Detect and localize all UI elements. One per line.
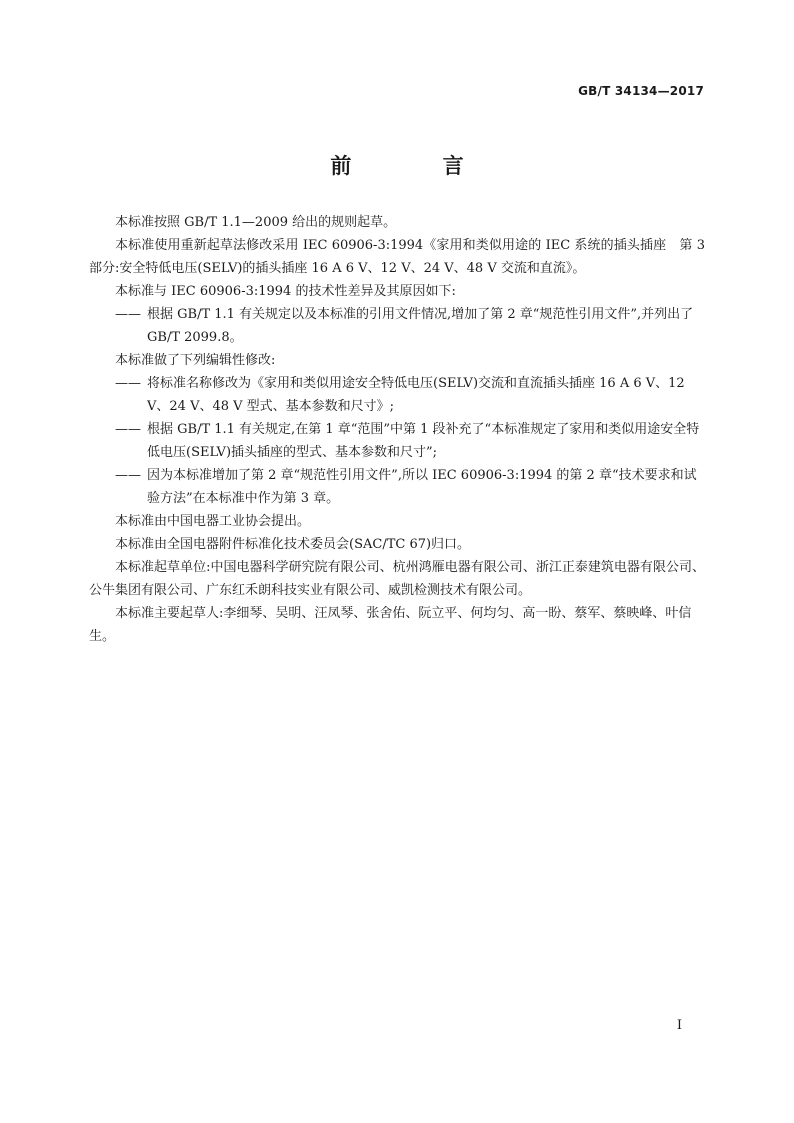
dash-mark: —— xyxy=(115,307,141,322)
document-body xyxy=(89,211,705,648)
paragraph-adoption: 本标准使用重新起草法修改采用 IEC 60906-3:1994《家用和类似用途的 IEC 系统的插头插座 第 3 部分:安全特低电压(SELV)的插头插座 16 A 6 V、12 V、24 V、48 V 交流和直流》。 xyxy=(89,238,705,276)
dash-mark: —— xyxy=(115,468,141,483)
list-item xyxy=(89,464,705,510)
list-item xyxy=(89,303,705,349)
page-title: 前 言 xyxy=(330,154,506,178)
standard-code: GB/T 34134—2017 xyxy=(578,84,704,98)
dash-mark: —— xyxy=(115,422,141,437)
page-number: I xyxy=(676,1018,682,1033)
dash-mark: —— xyxy=(115,376,141,391)
list-item-text: 根据 GB/T 1.1 有关规定以及本标准的引用文件情况,增加了第 2 章“规范性引用文件”,并列出了 GB/T 2099.8。 xyxy=(147,307,694,345)
list-item xyxy=(89,418,705,464)
paragraph-drafters: 本标准主要起草人:李细琴、吴明、汪凤琴、张舍佑、阮立平、何均匀、高一盼、蔡军、蔡映峰、叶信生。 xyxy=(89,606,692,644)
paragraph-technical-committee: 本标准由全国电器附件标准化技术委员会(SAC/TC 67)归口。 xyxy=(115,537,471,552)
paragraph-proposer: 本标准由中国电器工业协会提出。 xyxy=(115,514,311,529)
list-item xyxy=(89,372,705,418)
list-item-text: 因为本标准增加了第 2 章“规范性引用文件”,所以 IEC 60906-3:1994 的第 2 章“技术要求和试验方法”在本标准中作为第 3 章。 xyxy=(147,468,697,506)
list-item-text: 将标准名称修改为《家用和类似用途安全特低电压(SELV)交流和直流插头插座 16 A 6 V、12 V、24 V、48 V 型式、基本参数和尺寸》; xyxy=(147,376,685,414)
paragraph-drafting-organizations: 本标准起草单位:中国电器科学研究院有限公司、杭州鸿雁电器有限公司、浙江正泰建筑电器有限公司、公牛集团有限公司、广东红禾朗科技实业有限公司、威凯检测技术有限公司。 xyxy=(89,560,705,598)
paragraph-technical-differences: 本标准与 IEC 60906-3:1994 的技术性差异及其原因如下: xyxy=(115,284,456,299)
paragraph-drafting-rules: 本标准按照 GB/T 1.1—2009 给出的规则起草。 xyxy=(115,215,397,230)
paragraph-editorial-changes: 本标准做了下列编辑性修改: xyxy=(115,353,276,368)
list-item-text: 根据 GB/T 1.1 有关规定,在第 1 章“范围”中第 1 段补充了“本标准规定了家用和类似用途安全特低电压(SELV)插头插座的型式、基本参数和尺寸”; xyxy=(147,422,700,460)
